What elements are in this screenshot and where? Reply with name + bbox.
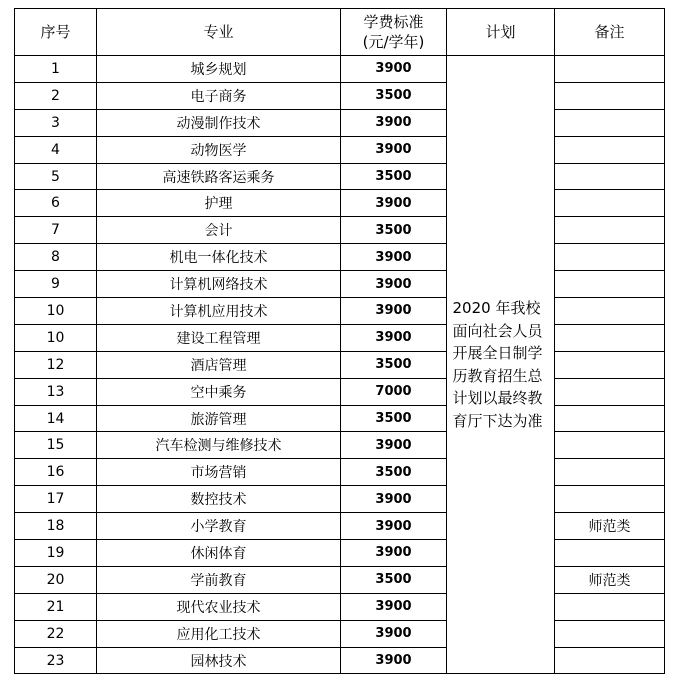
plan-cell — [447, 56, 555, 674]
note — [555, 405, 665, 432]
table-row — [15, 190, 665, 217]
note — [555, 486, 665, 513]
major-name: 建设工程管理 — [97, 324, 341, 351]
major-name: 现代农业技术 — [97, 593, 341, 620]
row-number: 13 — [15, 378, 97, 405]
major-name: 动漫制作技术 — [97, 109, 341, 136]
major-name: 汽车检测与维修技术 — [97, 432, 341, 459]
tuition-fee: 3900 — [341, 56, 447, 83]
tuition-fee: 3500 — [341, 405, 447, 432]
tuition-fee: 7000 — [341, 378, 447, 405]
plan-text: 2020 年我校面向社会人员开展全日制学历教育招生总计划以最终教育厅下达为准 — [452, 299, 543, 430]
row-number: 1 — [15, 56, 97, 83]
tuition-fee: 3900 — [341, 298, 447, 325]
table-row — [15, 136, 665, 163]
row-number: 10 — [15, 298, 97, 325]
tuition-fee: 3900 — [341, 109, 447, 136]
row-number: 22 — [15, 620, 97, 647]
tuition-fee: 3900 — [341, 190, 447, 217]
major-name: 市场营销 — [97, 459, 341, 486]
table-row — [15, 566, 665, 593]
note — [555, 163, 665, 190]
table-row — [15, 271, 665, 298]
major-name: 动物医学 — [97, 136, 341, 163]
note — [555, 56, 665, 83]
table-row — [15, 351, 665, 378]
table-row — [15, 513, 665, 540]
tuition-fee: 3900 — [341, 513, 447, 540]
row-number: 6 — [15, 190, 97, 217]
table-row — [15, 298, 665, 325]
table-row — [15, 647, 665, 674]
row-number: 3 — [15, 109, 97, 136]
major-name: 机电一体化技术 — [97, 244, 341, 271]
tuition-fee: 3900 — [341, 136, 447, 163]
tuition-fee: 3500 — [341, 459, 447, 486]
note — [555, 244, 665, 271]
tuition-fee: 3900 — [341, 647, 447, 674]
row-number: 17 — [15, 486, 97, 513]
row-number: 18 — [15, 513, 97, 540]
table-row — [15, 432, 665, 459]
note: 师范类 — [555, 566, 665, 593]
major-name: 计算机网络技术 — [97, 271, 341, 298]
major-name: 计算机应用技术 — [97, 298, 341, 325]
row-number: 10 — [15, 324, 97, 351]
row-number: 20 — [15, 566, 97, 593]
row-number: 7 — [15, 217, 97, 244]
tuition-table — [14, 8, 665, 674]
row-number: 19 — [15, 540, 97, 567]
note — [555, 459, 665, 486]
major-name: 学前教育 — [97, 566, 341, 593]
table-row — [15, 82, 665, 109]
note — [555, 136, 665, 163]
row-number: 14 — [15, 405, 97, 432]
row-number: 16 — [15, 459, 97, 486]
tuition-fee: 3900 — [341, 540, 447, 567]
tuition-fee: 3900 — [341, 324, 447, 351]
header-fee — [341, 9, 447, 56]
note — [555, 432, 665, 459]
major-name: 高速铁路客运乘务 — [97, 163, 341, 190]
table-row — [15, 405, 665, 432]
tuition-fee: 3500 — [341, 566, 447, 593]
table-header-row — [15, 9, 665, 56]
header-no: 序号 — [15, 9, 97, 56]
tuition-fee: 3500 — [341, 217, 447, 244]
row-number: 2 — [15, 82, 97, 109]
major-name: 园林技术 — [97, 647, 341, 674]
major-name: 酒店管理 — [97, 351, 341, 378]
row-number: 23 — [15, 647, 97, 674]
note — [555, 593, 665, 620]
note — [555, 647, 665, 674]
note — [555, 351, 665, 378]
note — [555, 217, 665, 244]
tuition-fee: 3900 — [341, 593, 447, 620]
tuition-fee: 3900 — [341, 620, 447, 647]
note — [555, 298, 665, 325]
major-name: 休闲体育 — [97, 540, 341, 567]
row-number: 12 — [15, 351, 97, 378]
note — [555, 620, 665, 647]
table-row — [15, 459, 665, 486]
tuition-fee: 3900 — [341, 432, 447, 459]
table-row — [15, 486, 665, 513]
tuition-fee: 3900 — [341, 244, 447, 271]
table-row — [15, 109, 665, 136]
note — [555, 271, 665, 298]
header-note: 备注 — [555, 9, 665, 56]
tuition-fee: 3500 — [341, 351, 447, 378]
major-name: 城乡规划 — [97, 56, 341, 83]
major-name: 旅游管理 — [97, 405, 341, 432]
table-row — [15, 540, 665, 567]
header-fee-line2: (元/学年) — [362, 33, 425, 51]
note — [555, 190, 665, 217]
major-name: 应用化工技术 — [97, 620, 341, 647]
note — [555, 540, 665, 567]
note: 师范类 — [555, 513, 665, 540]
major-name: 护理 — [97, 190, 341, 217]
tuition-fee: 3900 — [341, 486, 447, 513]
table-row — [15, 56, 665, 83]
note — [555, 324, 665, 351]
table-row — [15, 620, 665, 647]
table-row — [15, 217, 665, 244]
major-name: 数控技术 — [97, 486, 341, 513]
major-name: 空中乘务 — [97, 378, 341, 405]
table-row — [15, 593, 665, 620]
row-number: 5 — [15, 163, 97, 190]
note — [555, 82, 665, 109]
tuition-fee: 3900 — [341, 271, 447, 298]
table-row — [15, 324, 665, 351]
tuition-fee: 3500 — [341, 82, 447, 109]
row-number: 4 — [15, 136, 97, 163]
row-number: 9 — [15, 271, 97, 298]
header-major: 专业 — [97, 9, 341, 56]
table-body — [15, 56, 665, 674]
row-number: 15 — [15, 432, 97, 459]
note — [555, 378, 665, 405]
row-number: 8 — [15, 244, 97, 271]
major-name: 会计 — [97, 217, 341, 244]
note — [555, 109, 665, 136]
table-row — [15, 244, 665, 271]
header-fee-line1: 学费标准 — [363, 13, 424, 31]
major-name: 小学教育 — [97, 513, 341, 540]
row-number: 21 — [15, 593, 97, 620]
table-row — [15, 163, 665, 190]
major-name: 电子商务 — [97, 82, 341, 109]
tuition-fee: 3500 — [341, 163, 447, 190]
table-row — [15, 378, 665, 405]
header-plan: 计划 — [447, 9, 555, 56]
